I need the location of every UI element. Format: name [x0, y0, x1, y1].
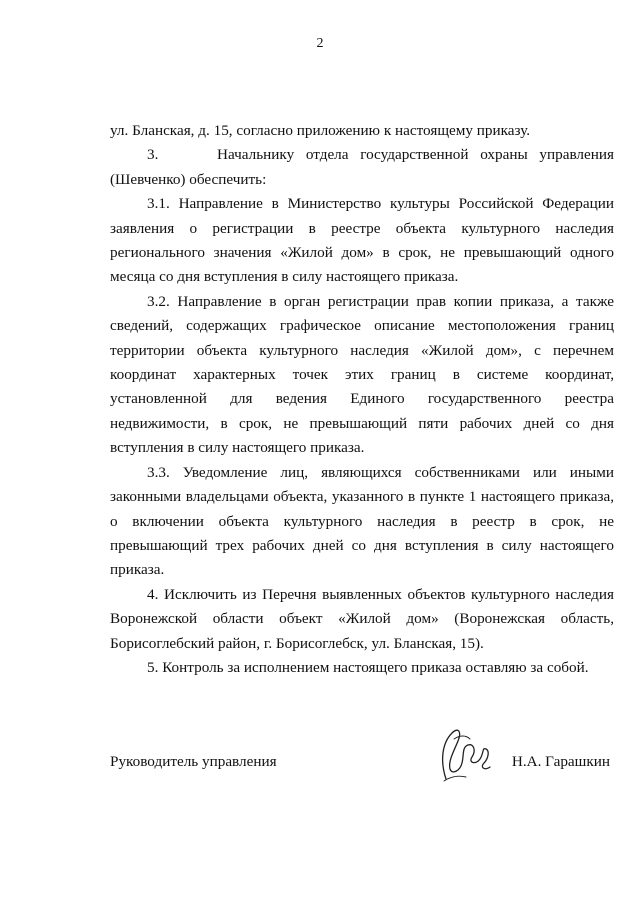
- position-title: Руководитель управления: [110, 753, 277, 770]
- paragraph-item-5: 5. Контроль за исполнением настоящего приказа оставляю за собой.: [147, 658, 589, 676]
- page-number: 2: [316, 36, 324, 51]
- paragraph-address-continuation: ул. Бланская, д. 15, согласно приложению к настоящему приказу.: [110, 122, 531, 139]
- document-body: [110, 119, 614, 680]
- paragraph-item-3-1: 3.1. Направление в Министерство культуры Российской Федерации заявления о регистрации в реестре объекта культурного наследия регионального значения «Жилой дом» в срок, не превышающий одного месяца со дня вступления в силу настоящего приказа.: [110, 195, 614, 286]
- signature-block: [110, 745, 614, 785]
- handwritten-signature: [432, 721, 498, 787]
- signer-name: Н.А. Гарашкин: [511, 753, 610, 770]
- paragraph-item-3-3: 3.3. Уведомление лиц, являющихся собственниками или иными законными владельцами объекта, указанного в пункте 1 настоящего приказа, о включении объекта культурного наследия в реестр в срок, не превышающий трех рабочих дней со дня вступления в силу настоящего приказа.: [110, 463, 614, 579]
- paragraph-item-3: 3. Начальнику отдела государственной охраны управления (Шевченко) обеспечить:: [110, 146, 614, 188]
- paragraph-item-3-2: 3.2. Направление в орган регистрации прав копии приказа, а также сведений, содержащих графическое описание местоположения границ территории объекта культурного наследия «Жилой дом», с перечнем координат характерных точек этих границ в системе координат, установленной для ведения Единого государственного реестра недвижимости, в срок, не превышающий пяти рабочих дней со дня вступления в силу настоящего приказа.: [110, 292, 614, 457]
- paragraph-item-4: 4. Исключить из Перечня выявленных объектов культурного наследия Воронежской области объект «Жилой дом» (Воронежская область, Борисоглебский район, г. Борисоглебск, ул. Бланская, 15).: [110, 585, 614, 652]
